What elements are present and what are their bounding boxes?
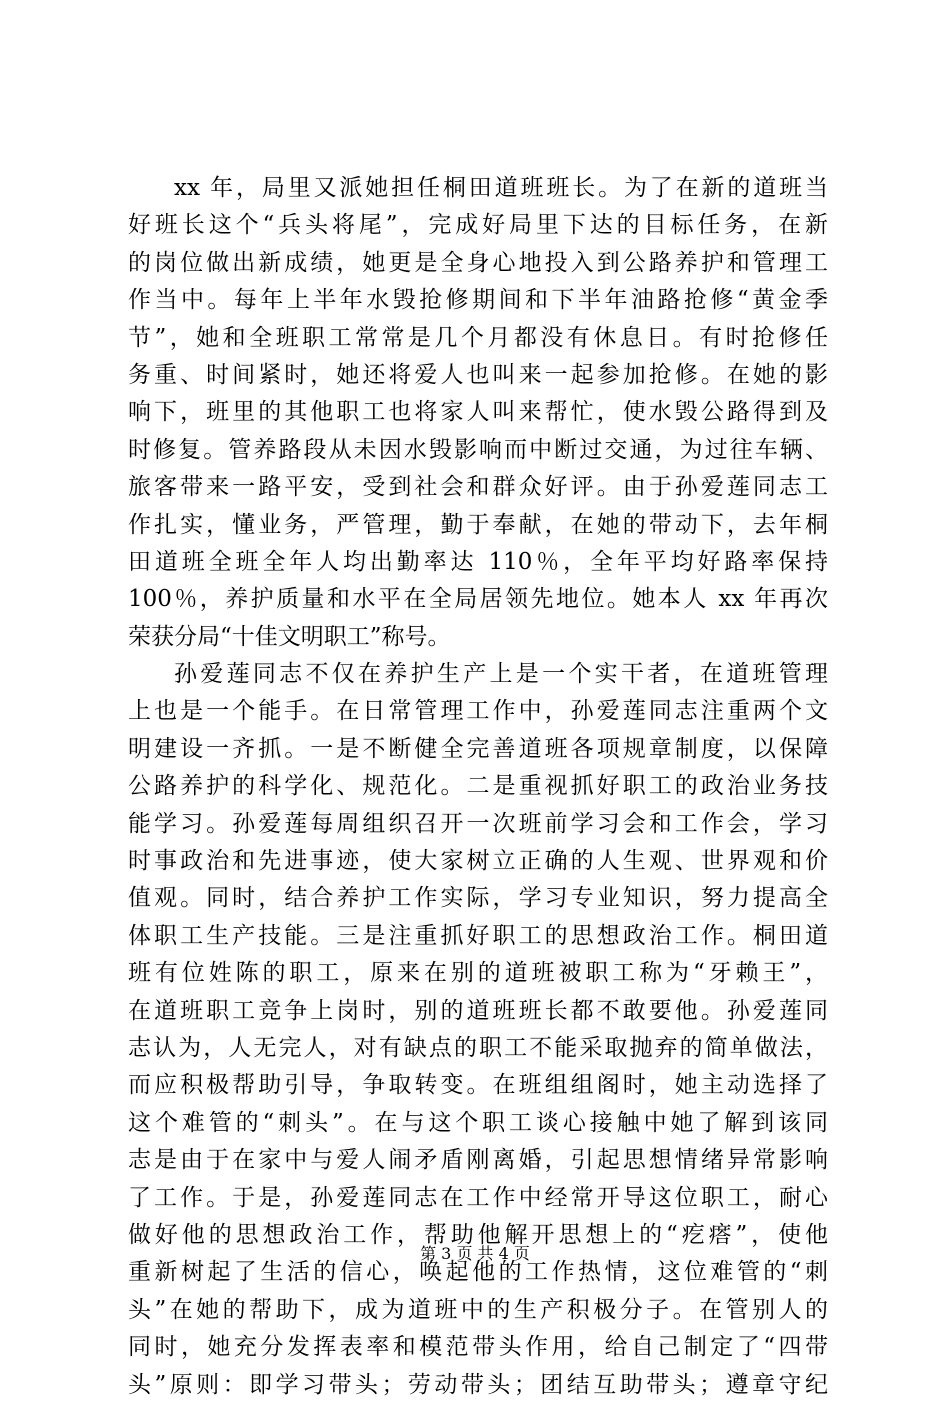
text-line: 班有位姓陈的职工，原来在别的道班被职工称为“牙赖王”， <box>128 960 828 987</box>
text-line: 志认为，人无完人，对有缺点的职工不能采取抛弃的简单做法， <box>128 1034 828 1061</box>
text-line: 好班长这个“兵头将尾”，完成好局里下达的目标任务，在新 <box>128 212 828 239</box>
text-line: 时事政治和先进事迹，使大家树立正确的人生观、世界观和价 <box>128 848 828 875</box>
text-line: 作当中。每年上半年水毁抢修期间和下半年油路抢修“黄金季 <box>128 287 828 314</box>
text-line: 了工作。于是，孙爱莲同志在工作中经常开导这位职工，耐心 <box>128 1184 828 1211</box>
text-line: 志是由于在家中与爱人闹矛盾刚离婚，引起思想情绪异常影响 <box>128 1147 828 1174</box>
text-line: 旅客带来一路平安，受到社会和群众好评。由于孙爱莲同志工 <box>128 474 828 501</box>
paragraph-2 <box>128 656 828 1404</box>
text-line: 田道班全班全年人均出勤率达 110％，全年平均好路率保持 <box>128 548 828 575</box>
text-line: 公路养护的科学化、规范化。二是重视抓好职工的政治业务技 <box>128 773 828 800</box>
text-line: 务重、时间紧时，她还将爱人也叫来一起参加抢修。在她的影 <box>128 361 828 388</box>
text-line: 重新树起了生活的信心，唤起他的工作热情，这位难管的“刺 <box>128 1259 828 1286</box>
page-total: 共 4 页 <box>477 1244 530 1263</box>
text-line: 体职工生产技能。三是注重抓好职工的思想政治工作。桐田道 <box>128 922 828 949</box>
text-line: 响下，班里的其他职工也将家人叫来帮忙，使水毁公路得到及 <box>128 399 828 426</box>
text-line: 作扎实，懂业务，严管理，勤于奉献，在她的带动下，去年桐 <box>128 511 828 538</box>
paragraph-1 <box>128 170 828 656</box>
text-line: 而应积极帮助引导，争取转变。在班组组阁时，她主动选择了 <box>128 1072 828 1099</box>
text-line: 节”，她和全班职工常常是几个月都没有休息日。有时抢修任 <box>128 324 828 351</box>
text-line: 荣获分局“十佳文明职工”称号。 <box>128 623 451 650</box>
text-line: 同时，她充分发挥表率和模范带头作用，给自己制定了“四带 <box>128 1334 828 1361</box>
text-line: 100％，养护质量和水平在全局居领先地位。她本人 xx 年再次 <box>128 586 828 613</box>
text-line: 明建设一齐抓。一是不断健全完善道班各项规章制度，以保障 <box>128 735 828 762</box>
text-line: 时修复。管养路段从未因水毁影响而中断过交通，为过往车辆、 <box>128 436 828 463</box>
text-line: 头”原则：即学习带头；劳动带头；团结互助带头；遵章守纪 <box>128 1371 828 1398</box>
text-line: 的岗位做出新成绩，她更是全身心地投入到公路养护和管理工 <box>128 249 828 276</box>
text-line: xx 年，局里又派她担任桐田道班班长。为了在新的道班当 <box>174 175 828 201</box>
text-line: 值观。同时，结合养护工作实际，学习专业知识，努力提高全 <box>128 885 828 912</box>
text-line: 能学习。孙爱莲每周组织召开一次班前学习会和工作会，学习 <box>128 810 828 837</box>
text-line: 孙爱莲同志不仅在养护生产上是一个实干者，在道班管理 <box>174 661 828 688</box>
text-line: 头”在她的帮助下，成为道班中的生产积极分子。在管别人的 <box>128 1296 828 1323</box>
page-number: 第 3 页 <box>420 1244 473 1263</box>
page-footer <box>0 1243 950 1265</box>
text-line: 这个难管的“刺头”。在与这个职工谈心接触中她了解到该同 <box>128 1109 828 1136</box>
text-line: 做好他的思想政治工作，帮助他解开思想上的“疙瘩”，使他 <box>128 1221 828 1248</box>
text-line: 在道班职工竞争上岗时，别的道班班长都不敢要他。孙爱莲同 <box>128 997 828 1024</box>
document-body <box>128 170 828 1404</box>
text-line: 上也是一个能手。在日常管理工作中，孙爱莲同志注重两个文 <box>128 698 828 725</box>
